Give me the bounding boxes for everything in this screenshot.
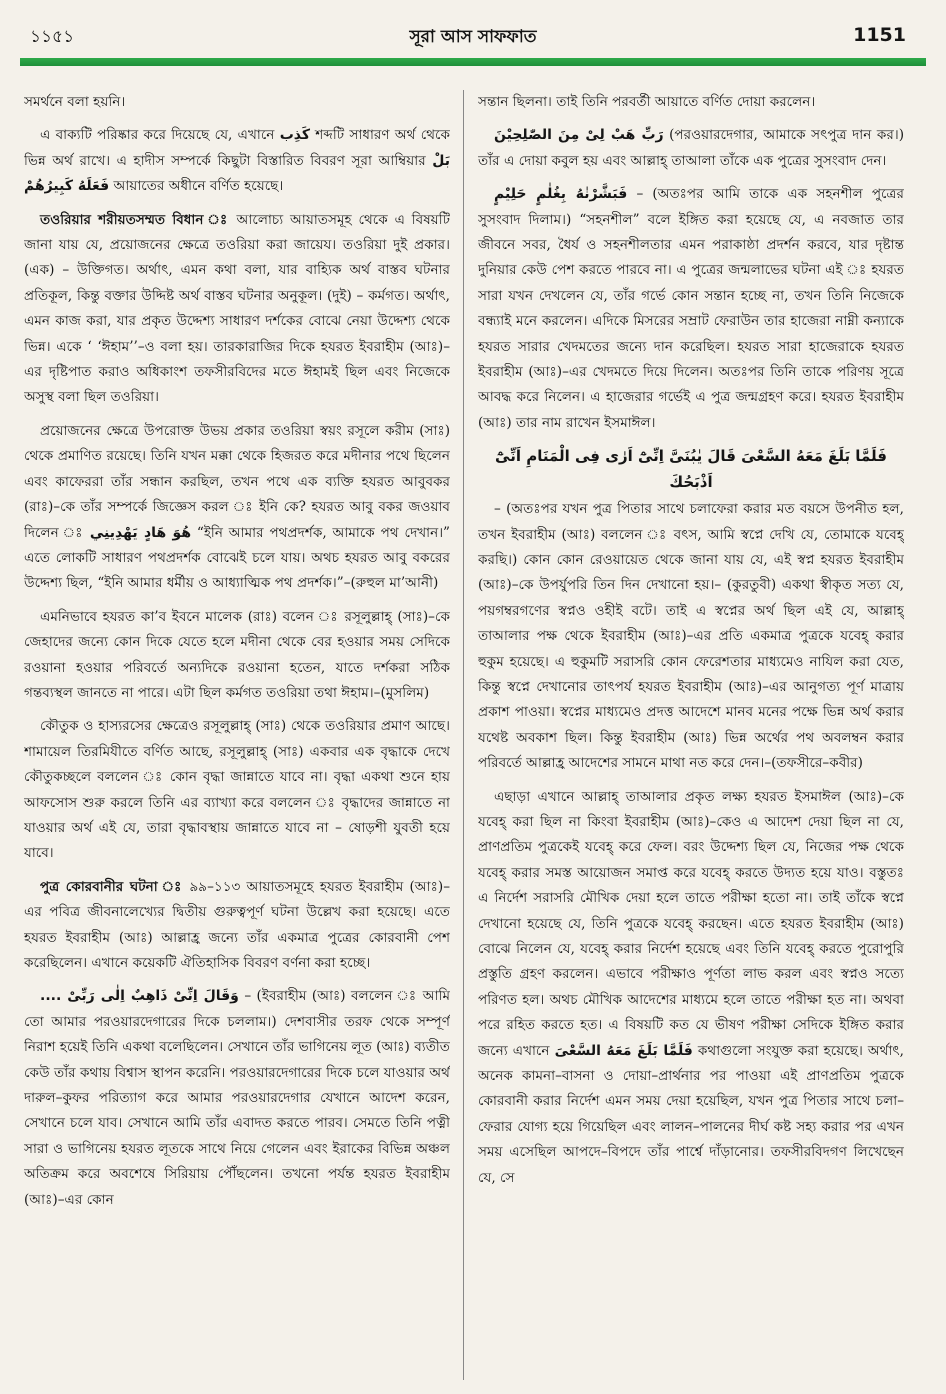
paragraph: رَبِّ هَبْ لِىْ مِنَ الصّٰلِحِيْنَ (পরওয়ারদেগার, আমাকে সৎপুত্র দান কর।) তাঁর এ দোয়া কবুল হয় এবং আল্লাহ্ তাআলা তাঁকে এক পুত্রের সুসংবাদ দেন। xyxy=(478,127,904,169)
arabic-verse-line: فَلَمَّا بَلَغَ مَعَهُ السَّعْىَ قَالَ يٰبُنَىَّ اِنِّىْٓ اَرٰى فِى الْمَنَامِ اَنِّىْٓ اَذْبَحُكَ xyxy=(495,447,887,491)
paragraph: এমনিভাবে হযরত কা’ব ইবনে মালেক (রাঃ) বলেন ঃ রসূলুল্লাহ্ (সাঃ)–কে জেহাদের জন্যে কোন দিকে যেতে হলে মদীনা থেকে বের হওয়ার সময় সেদিকে রওয়ানা হওয়ার পরিবর্তে অন্যদিকে রওয়ানা হতেন, যাতে দর্শকরা সঠিক গন্তব্যস্থল জানতে না পারে। এটা ছিল কর্মগত তওরিয়া তথা ঈহাম।–(মুসলিম) xyxy=(24,608,450,701)
page-number-bengali: ১১৫১ xyxy=(30,27,75,47)
paragraph: প্রয়োজনের ক্ষেত্রে উপরোক্ত উভয় প্রকার তওরিয়া স্বয়ং রসূলে করীম (সাঃ) থেকে প্রমাণিত রয়েছে। তিনি যখন মক্কা থেকে হিজরত করে মদীনার পথে ছিলেন এবং কাফেররা তাঁর সন্ধান করছিল, তখন পথে এক ব্যক্তি হযরত আবুবকর (রাঃ)–কে তাঁর সম্পর্কে জিজ্ঞেস করল ঃ ইনি কে? হযরত আবু বকর জওয়াব দিলেন ঃ هُوَ هَادٍ يَهْدِينِي “ইনি আমার পথপ্রদর্শক, আমাকে পথ দেখান।” এতে লোকটি সাধারণ পথপ্রদর্শক বোঝেই চলে যায়। অথচ হযরত আবু বকরের উদ্দেশ্য ছিল, “ইনি আমার ধর্মীয় ও আধ্যাত্মিক পথ প্রদর্শক।”–(রুহুল মা’আনী) xyxy=(24,422,450,592)
paragraph: পুত্র কোরবানীর ঘটনা ঃ ৯৯–১১৩ আয়াতসমূহে হযরত ইবরাহীম (আঃ)–এর পবিত্র জীবনালেখ্যের দ্বিতীয় গুরুত্বপূর্ণ ঘটনা উল্লেখ করা হয়েছে। এতে হযরত ইবরাহীম (আঃ) আল্লাহ্র জন্যে তাঁর একমাত্র পুত্রের কোরবানী পেশ করেছিলেন। এখানে কয়েকটি ঐতিহাসিক বিবরণ বর্ণনা করা হচ্ছে। xyxy=(24,878,450,971)
arabic-phrase: هُوَ هَادٍ يَهْدِينِي xyxy=(89,524,192,541)
paragraph: সমর্থনে বলা হয়নি। xyxy=(24,94,126,110)
header-rule xyxy=(20,58,926,66)
arabic-word: كَذِب xyxy=(279,127,310,144)
right-column xyxy=(478,90,904,1380)
section-heading: তওরিয়ার শরীয়তসম্মত বিধান ঃ xyxy=(40,211,230,228)
paragraph: – (অতঃপর যখন পুত্র পিতার সাথে চলাফেরা করার মত বয়সে উপনীত হল, তখন ইবরাহীম (আঃ) বললেন ঃ বৎস, আমি স্বপ্নে দেখি যে, তোমাকে যবেহ্ করছি।) কোন কোন রেওয়ায়েত থেকে জানা যায় যে, এই স্বপ্ন হযরত ইবরাহীম (আঃ)–কে উপর্যুপরি তিন দিন দেখানো হয়।– (কুরতুবী) একথা স্বীকৃত সত্য যে, পয়গম্বরগণের স্বপ্নও ওহীই বটে। তাই এ স্বপ্নের অর্থ ছিল এই যে, আল্লাহ্ তাআলার পক্ষ থেকে ইবরাহীম (আঃ)–এর প্রতি একমাত্র পুত্রকে যবেহ্ করার হুকুম হয়েছে। এ হুকুমটি সরাসরি কোন ফেরেশতার মাধ্যমেও নাযিল করা যেত, কিন্তু স্বপ্নে দেখানোর তাৎপর্য হযরত ইবরাহীম (আঃ)–এর আনুগত্য পূর্ণ মাত্রায় প্রকাশ পাওয়া। স্বপ্নের মাধ্যমেও প্রদত্ত আদেশে মানব মনের পক্ষে ভিন্ন অর্থ করার যথেষ্ট অবকাশ ছিল। কিন্তু ইবরাহীম (আঃ) ভিন্ন অর্থের পথ অবলম্বন করার পরিবর্তে আল্লাহ্র আদেশের সামনে মাথা নত করে দেন।–(তফসীরে–কবীর) xyxy=(478,501,904,772)
arabic-verse: فَبَشَّرْنٰهُ بِغُلٰمٍ حَلِيْمٍ xyxy=(494,186,628,203)
paragraph: কৌতুক ও হাস্যরসের ক্ষেত্রেও রসূলুল্লাহ্ (সাঃ) থেকে তওরিয়ার প্রমাণ আছে। শামায়েল তিরমিযীতে বর্ণিত আছে, রসূলুল্লাহ্ (সাঃ) একবার এক বৃদ্ধাকে দেখে কৌতুকচ্ছলে বললেন ঃ কোন বৃদ্ধা জান্নাতে যাবে না। বৃদ্ধা একথা শুনে হায় আফসোস শুরু করলে তিনি এর ব্যাখ্যা করে বললেন ঃ বৃদ্ধাদের জান্নাতে না যাওয়ার অর্থ এই যে, তারা বৃদ্ধাবস্থায় জান্নাতে যাবে না – ষোড়শী যুবতী হয়ে যাবে। xyxy=(24,718,450,862)
paragraph: এ বাক্যটি পরিষ্কার করে দিয়েছে যে, এখানে كَذِب শব্দটি সাধারণ অর্থ থেকে ভিন্ন অর্থ রাখে। এ হাদীস সম্পর্কে কিছুটা বিস্তারিত বিবরণ সূরা আম্বিয়ার بَلْ فَعَلَهُ كَبِيرُهُمْ আয়াতের অধীনে বর্ণিত হয়েছে। xyxy=(24,127,450,195)
page-number: 1151 xyxy=(853,24,906,46)
arabic-verse: وَقَالَ اِنِّىْ ذَاهِبٌ اِلٰى رَبِّىْ .... xyxy=(40,988,239,1005)
paragraph: তওরিয়ার শরীয়তসম্মত বিধান ঃ আলোচ্য আয়াতসমূহ থেকে এ বিষয়টি জানা যায় যে, প্রয়োজনের ক্ষেত্রে তওরিয়া করা জায়েয। তওরিয়া দুই প্রকার। (এক) – উক্তিগত। অর্থাৎ, এমন কথা বলা, যার বাহ্যিক অর্থ বাস্তব ঘটনার প্রতিকূল, কিন্তু বক্তার উদ্দিষ্ট অর্থ বাস্তব ঘটনার অনুকূল। (দুই) – কর্মগত। অর্থাৎ, এমন কাজ করা, যার প্রকৃত উদ্দেশ্য সাধারণ দর্শকের বোঝে নেয়া উদ্দেশ্য থেকে ভিন্ন। একে ‘ ‘ঈহাম’’–ও বলা হয়। তারকারাজির দিকে হযরত ইবরাহীম (আঃ)–এর দৃষ্টিপাত করাও অধিকাংশ তফসীরবিদের মতে ঈহামই ছিল এবং নিজেকে অসুস্থ বলা ছিল তওরিয়া। xyxy=(24,211,450,406)
paragraph: এছাড়া এখানে আল্লাহ্ তাআলার প্রকৃত লক্ষ্য হযরত ইসমাঈল (আঃ)–কে যবেহ্ করা ছিল না কিংবা ইবরাহীম (আঃ)–কেও এ আদেশ দেয়া ছিল না যে, প্রাণপ্রতিম পুত্রকেই যবেহ্ করে ফেল। বরং উদ্দেশ্য ছিল যে, নিজের পক্ষ থেকে যবেহ্ করার সমস্ত আয়োজন সমাপ্ত করে যবেহ্ করতে উদ্যত হয়ে যাও। বস্তুতঃ এ নির্দেশ সরাসরি মৌখিক দেয়া হলে তাতে পরীক্ষা হতো না। তাই তাঁকে স্বপ্নে দেখানো হয়েছে যে, তিনি পুত্রকে যবেহ্ করছেন। এতে হযরত ইবরাহীম (আঃ) বোঝে নিলেন যে, যবেহ্ করার নির্দেশ হয়েছে এবং তিনি যবেহ্ করতে পুরোপুরি প্রস্তুতি গ্রহণ করলেন। এভাবে পরীক্ষাও পূর্ণতা লাভ করল এবং স্বপ্নও সত্যে পরিণত হল। অথচ মৌখিক আদেশের মাধ্যমে হলে তাতে পরীক্ষা হত না। অথবা পরে রহিত করতে হত। এ বিষয়টি কত যে ভীষণ পরীক্ষা সেদিকে ইঙ্গিত করার জন্যে এখানে فَلَمَّا بَلَغَ مَعَهُ السَّعْىَ কথাগুলো সংযুক্ত করা হয়েছে। অর্থাৎ, অনেক কামনা–বাসনা ও দোয়া–প্রার্থনার পর পাওয়া এই প্রাণপ্রতিম পুত্রকে কোরবানী করার নির্দেশ এমন সময় দেয়া হয়েছিল, যখন পুত্র পিতার সাথে চলা–ফেরার যোগ্য হয়ে গিয়েছিল এবং লালন–পালনের দীর্ঘ কষ্ট সহ্য করার পর এখন সময় এসেছিল আপদে–বিপদে তাঁর পার্শ্বে দাঁড়ানোর। তফসীরবিদগণ লিখেছেন যে, সে xyxy=(478,788,904,1186)
arabic-verse: رَبِّ هَبْ لِىْ مِنَ الصّٰلِحِيْنَ xyxy=(494,127,664,144)
surah-title: সূরা আস সাফফাত xyxy=(409,27,537,47)
column-divider xyxy=(463,90,464,1380)
paragraph: وَقَالَ اِنِّىْ ذَاهِبٌ اِلٰى رَبِّىْ .... – (ইবরাহীম (আঃ) বললেন ঃ আমি তো আমার পরওয়ারদেগারের দিকে চললাম।) দেশবাসীর তরফ থেকে সম্পূর্ণ নিরাশ হয়েই তিনি একথা বলেছিলেন। সেখানে তাঁর ভাগিনেয় লূত (আঃ) ব্যতীত কেউ তাঁর কথায় বিশ্বাস স্থাপন করেনি। পরওয়ারদেগারের দিকে চলে যাওয়ার অর্থ দারুল–কুফর পরিত্যাগ করে আমার পরওয়ারদেগার যেখানে আদেশ করেন, সেখানে চলে যাব। সেখানে আমি তাঁর এবাদত করতে পারব। সেমতে তিনি পত্নী সারা ও ভাগিনেয় হযরত লূতকে সাথে নিয়ে গেলেন এবং ইরাকের বিভিন্ন অঞ্চল অতিক্রম করে অবশেষে সিরিয়ায় পৌঁছলেন। তখনো পর্যন্ত হযরত ইবরাহীম (আঃ)–এর কোন xyxy=(24,988,450,1208)
section-heading: পুত্র কোরবানীর ঘটনা ঃ xyxy=(40,878,184,895)
arabic-phrase: فَلَمَّا بَلَغَ مَعَهُ السَّعْىَ xyxy=(554,1042,693,1059)
paragraph: সন্তান ছিলনা। তাই তিনি পরবর্তী আয়াতে বর্ণিত দোয়া করলেন। xyxy=(478,94,816,110)
arabic-phrase: بَلْ فَعَلَهُ كَبِيرُهُمْ xyxy=(24,152,450,195)
left-column xyxy=(24,90,450,1380)
paragraph: فَبَشَّرْنٰهُ بِغُلٰمٍ حَلِيْمٍ – (অতঃপর আমি তাকে এক সহনশীল পুত্রের সুসংবাদ দিলাম।) “সহনশীল” বলে ইঙ্গিত করা হয়েছে যে, এ নবজাত তার জীবনে সবর, ধৈর্য ও সহনশীলতার এমন পরাকাষ্ঠা প্রদর্শন করবে, যার দৃষ্টান্ত দুনিয়ার কেউ পেশ করতে পারবে না। এ পুত্রের জন্মলাভের ঘটনা এই ঃ হযরত সারা যখন দেখলেন যে, তাঁর গর্ভে কোন সন্তান হচ্ছে না, তখন তিনি নিজেকে বন্ধ্যাই মনে করলেন। এদিকে মিসরের সম্রাট ফেরাউন তার হাজেরা নাম্নী কন্যাকে হযরত সারার খেদমতের জন্যে দান করেছিল। হযরত সারা হাজেরাকে হযরত ইবরাহীম (আঃ)–এর খেদমতে দিয়ে দিলেন। অতঃপর তিনি তাকে পরিণয় সূত্রে আবদ্ধ করে নিলেন। এ হাজেরার গর্ভেই এ পুত্র জন্মগ্রহণ করে। হযরত ইবরাহীম (আঃ) তার নাম রাখেন ইসমাঈল। xyxy=(478,186,904,431)
